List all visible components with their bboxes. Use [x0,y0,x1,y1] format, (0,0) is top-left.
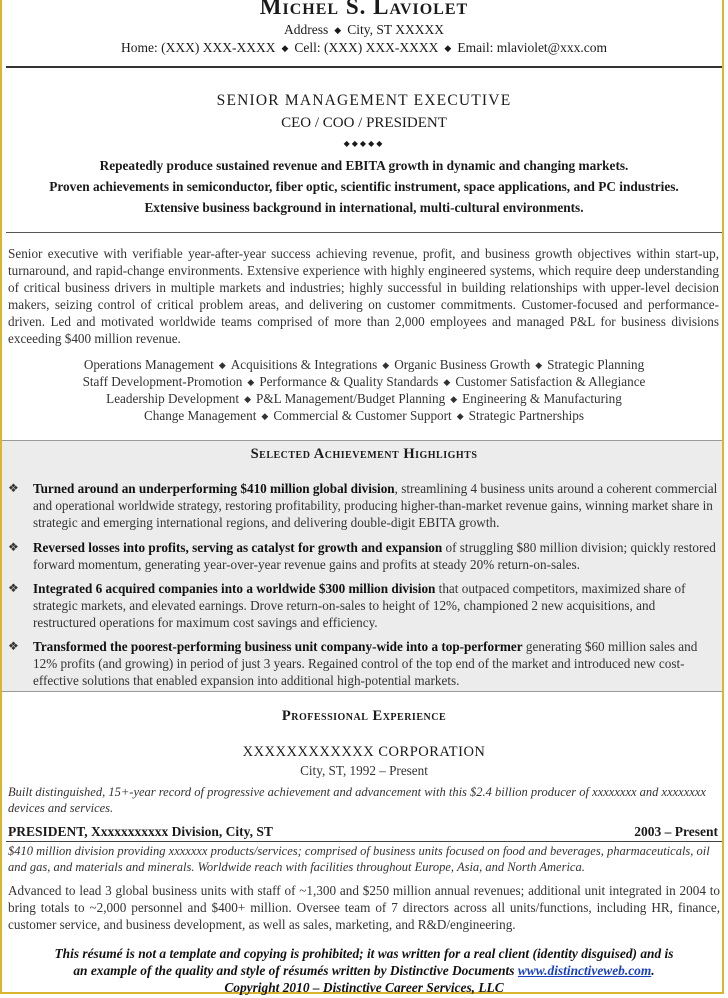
achievement-item [8,580,720,632]
separator-diamond: ◆ [218,360,226,370]
achievement-detail: generating $60 million sales and 12% profits (and growing) in period of just 3 years. Regained control of the top end of the market and introduced new cost-effective solutions that enabled expansion into additional high-potential markets. [33,639,698,689]
summary-paragraph: Senior executive with verifiable year-after-year success achieving revenue, profit, and business growth objectives within start-up, turnaround, and rapid-change environments. Extensive experience with highly engineered systems, which require deep understanding of critical business drivers in multiple markets and industries; highly successful in building relationships with upper-level decision makers, seizing control of critical problem areas, and delivering on customer commitments. Customer-focused and performance-driven. Led and motivated worldwide teams comprised of more than 2,000 employees and managed P&L for business divisions exceeding $400 million revenue. [8,246,719,347]
skill: Customer Satisfaction & Allegiance [455,374,646,389]
separator-diamond: ◆ [443,377,451,387]
role-underline [6,841,722,842]
header-divider [6,66,722,68]
achievements-heading: Selected Achievement Highlights [250,446,478,462]
skill: P&L Management/Budget Planning [256,391,446,406]
address-line [0,22,728,38]
city: City, ST XXXXX [347,22,444,37]
achievement-item [8,638,720,690]
skill: Organic Business Growth [394,357,531,372]
footer-line-1: This résumé is not a template and copying is prohibited; it was written for a real client (identity disguised) and is [54,946,674,961]
separator-diamond: ◆ [456,411,464,421]
headline-line-2: Proven achievements in semiconductor, fiber optic, scientific instrument, space applications, and PC industries. [49,179,679,194]
diamond-bullet-icon: ❖ [8,639,19,653]
headline-line-1: Repeatedly produce sustained revenue and EBITA growth in dynamic and changing markets. [99,158,629,173]
email: Email: mlaviolet@xxx.com [457,40,607,55]
footer-text: an example of the quality and style of résumés written by Distinctive Documents [73,963,515,978]
achievement-lead: Turned around an underperforming $410 million global division [33,481,395,496]
website-link[interactable]: www.distinctiveweb.com [517,963,652,978]
separator-diamond: ◆ [244,394,251,404]
skill: Change Management [143,408,257,423]
role-paragraph: Advanced to lead 3 global business units with staff of ~1,300 and $250 million annual revenues; additional unit integrated in 2004 to bring totals to ~2,000 personnel and $400+ million. Oversee team of 7 directors across all units/functions, including HR, finance, customer service, and business development, as well as sales, marketing, and R&D/engineering. [8,883,720,933]
role-header [8,824,718,840]
separator-diamond: ◆ [444,43,452,53]
achievement-detail: that outpaced competitors, maximized share of strategic markets, and elevated earnings. Drove return-on-sales to height of 12%, championed 2 new acquisitions, and restructured operations for maximum cost savings and efficiency. [33,581,686,631]
role-dates: 2003 – Present [634,824,718,839]
skills-row-4 [0,408,728,424]
role-title: PRESIDENT, Xxxxxxxxxxx Division, City, ST [8,824,273,839]
skill: Performance & Quality Standards [259,374,439,389]
achievement-lead: Transformed the poorest-performing business unit company-wide into a top-performer [33,639,523,654]
separator-diamond: ◆ [261,411,269,421]
skill: Operations Management [83,357,214,372]
achievement-item [8,480,720,532]
home-phone: Home: (XXX) XXX-XXXX [121,40,276,55]
skill: Leadership Development [106,391,240,406]
candidate-name: Michel S. Laviolet [259,0,469,19]
achievement-lead: Integrated 6 acquired companies into a worldwide $300 million division [33,581,436,596]
diamond-divider: ◆◆◆◆◆ [343,139,385,148]
footer-line-2 [0,963,728,979]
skills-row-3 [0,391,728,407]
company-description: Built distinguished, 15+-year record of progressive achievement and advancement with this $2.4 billion producer of xxxxxxxx and xxxxxxxx devices and services. [8,785,706,815]
company-name: XXXXXXXXXXXX CORPORATION [242,744,486,760]
diamond-bullet-icon: ❖ [8,540,19,554]
headline-divider [6,232,722,233]
skills-row-2 [0,374,728,390]
address: Address [284,22,329,37]
achievement-detail: of struggling $80 million division; quickly restored forward momentum, generating year-over-year revenue gains and profits at steady 20% return-on-sales. [33,540,716,573]
achievement-lead: Reversed losses into profits, serving as catalyst for growth and expansion [33,540,443,555]
headline-line-3: Extensive business background in international, multi-cultural environments. [144,200,584,215]
contact-line [0,40,728,56]
headline-title: SENIOR MANAGEMENT EXECUTIVE [216,92,512,109]
footer-copyright: Copyright 2010 – Distinctive Career Services, LLC [224,980,504,995]
achievement-item [8,539,720,573]
diamond-bullet-icon: ❖ [8,481,19,495]
separator-diamond: ◆ [382,360,390,370]
achievement-detail: , streamlining 4 business units around a coherent commercial and operational worldwide strategy, restoring profitability, producing higher-than-market revenue gains, winning market share in strategic and emerging international regions, and delivering double-digit EBITA growth. [33,481,718,531]
skill: Strategic Partnerships [468,408,585,423]
skill: Staff Development-Promotion [82,374,243,389]
role-description: $410 million division providing xxxxxxx products/services; comprised of business units focused on food and beverages, pharmaceuticals, oil and gas, and materials and minerals. Worldwide reach with facilities throughout Europe, Asia, and North America. [8,844,710,874]
skill: Acquisitions & Integrations [230,357,378,372]
footer-period: . [651,963,655,978]
headline-subtitle: CEO / COO / PRESIDENT [281,115,447,131]
separator-diamond: ◆ [535,360,543,370]
company-location: City, ST, 1992 – Present [300,763,428,778]
cell-phone: Cell: (XXX) XXX-XXXX [294,40,439,55]
experience-heading: Professional Experience [281,708,447,724]
separator-diamond: ◆ [450,394,458,404]
skill: Commercial & Customer Support [273,408,452,423]
separator-diamond: ◆ [334,25,342,35]
skills-row-1 [0,357,728,373]
separator-diamond: ◆ [247,377,255,387]
diamond-bullet-icon: ❖ [8,581,19,595]
separator-diamond: ◆ [281,43,289,53]
skill: Engineering & Manufacturing [462,391,622,406]
skill: Strategic Planning [547,357,645,372]
